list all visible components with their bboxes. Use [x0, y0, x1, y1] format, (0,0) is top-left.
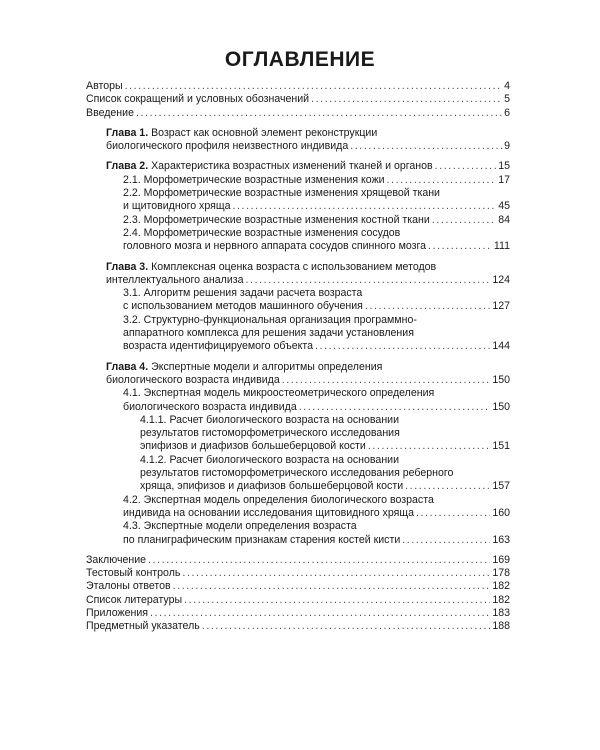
- leader-dots: [350, 140, 502, 153]
- toc-entry-text: 3.1. Алгоритм решения задачи расчета возраста: [123, 287, 363, 300]
- chapter-label: Глава 3.: [106, 260, 149, 273]
- leader-dots: [435, 160, 497, 173]
- chapter-label: Глава 4.: [106, 360, 149, 373]
- toc-entry-section-2-3[interactable]: [86, 214, 510, 227]
- toc-entry-text: Список сокращений и условных обозначений: [86, 93, 310, 106]
- toc-page-number: 127: [492, 300, 510, 313]
- toc-entry-text: эпифизов и диафизов большеберцовой кости: [140, 440, 366, 453]
- toc-entry-text: Список литературы: [86, 593, 183, 606]
- toc-entry-text: 4.1.1. Расчет биологического возраста на основании: [140, 413, 400, 426]
- leader-dots: [232, 200, 496, 213]
- leader-dots: [416, 507, 490, 520]
- toc-page-number: 6: [504, 106, 510, 119]
- toc-page-number: 5: [504, 93, 510, 106]
- toc-page-number: 169: [492, 553, 510, 566]
- toc-page-number: 183: [492, 606, 510, 619]
- leader-dots: [148, 554, 490, 567]
- toc-page-number: 111: [493, 240, 510, 253]
- toc-entry-section-4-3[interactable]: [86, 520, 510, 547]
- toc-entry-text: 2.4. Морфометрические возрастные изменения сосудов: [123, 226, 401, 239]
- leader-dots: [150, 607, 490, 620]
- toc-entry-abbreviations[interactable]: [86, 93, 510, 106]
- toc-entry-answer-keys[interactable]: [86, 580, 510, 593]
- toc-entry-introduction[interactable]: [86, 107, 510, 120]
- toc-entry-text: Заключение: [86, 553, 147, 566]
- toc-page-number: 151: [492, 440, 510, 453]
- toc-entry-text: 2.2. Морфометрические возрастные изменения хрящевой ткани: [123, 187, 440, 200]
- toc-page-number: 150: [492, 400, 510, 413]
- table-of-contents: [86, 80, 510, 634]
- leader-dots: [202, 620, 491, 633]
- leader-dots: [432, 214, 496, 227]
- toc-page-number: 15: [498, 160, 510, 173]
- leader-dots: [184, 594, 490, 607]
- toc-page-number: 178: [492, 567, 510, 580]
- toc-page-number: 124: [492, 273, 510, 286]
- toc-entry-text: результатов гистоморфометрического исследования: [140, 427, 400, 440]
- toc-entry-conclusion[interactable]: [86, 554, 510, 567]
- toc-entry-text: биологического возраста индивида: [123, 400, 297, 413]
- toc-entry-text: Комплексная оценка возраста с использованием методов: [148, 260, 437, 273]
- leader-dots: [368, 440, 490, 453]
- toc-entry-section-4-1-1[interactable]: [86, 414, 510, 454]
- toc-entry-test-control[interactable]: [86, 567, 510, 580]
- toc-entry-text: головного мозга и нервного аппарата сосудов спинного мозга: [123, 240, 427, 253]
- toc-entry-text: Предметный указатель: [86, 620, 200, 633]
- toc-entry-section-4-2[interactable]: [86, 494, 510, 521]
- toc-page-number: 182: [492, 593, 510, 606]
- toc-entry-text: 4.2. Экспертная модель определения биологического возраста: [123, 493, 434, 506]
- leader-dots: [402, 534, 490, 547]
- toc-entry-text: возраста идентифицируемого объекта: [123, 340, 313, 353]
- toc-entry-text: Экспертные модели и алгоритмы определения: [148, 360, 383, 373]
- toc-entry-text: индивида на основании исследования щитовидного хряща: [123, 506, 414, 519]
- toc-entry-appendices[interactable]: [86, 607, 510, 620]
- leader-dots: [245, 274, 490, 287]
- toc-entry-references[interactable]: [86, 594, 510, 607]
- chapter-label: Глава 1.: [106, 126, 149, 139]
- toc-page-number: 45: [498, 200, 510, 213]
- leader-dots: [387, 174, 497, 187]
- toc-entry-section-2-2[interactable]: [86, 187, 510, 214]
- toc-entry-chapter-4[interactable]: [86, 361, 510, 388]
- toc-entry-subject-index[interactable]: [86, 620, 510, 633]
- toc-entry-section-3-2[interactable]: [86, 314, 510, 354]
- toc-page-number: 160: [492, 506, 510, 519]
- toc-entry-text: с использованием методов машинного обучения: [123, 300, 363, 313]
- toc-entry-section-2-4[interactable]: [86, 227, 510, 254]
- toc-entry-text: 2.3. Морфометрические возрастные изменения костной ткани: [123, 213, 430, 226]
- toc-entry-text: аппаратного комплекса для решения задачи установления: [123, 327, 414, 340]
- toc-entry-text: Приложения: [86, 606, 148, 619]
- toc-entry-chapter-1[interactable]: [86, 127, 510, 154]
- toc-page-number: 144: [492, 340, 510, 353]
- toc-entry-chapter-2[interactable]: [86, 160, 510, 173]
- toc-entry-text: и щитовидного хряща: [123, 200, 231, 213]
- toc-entry-text: Возраст как основной элемент реконструкции: [148, 126, 378, 139]
- leader-dots: [365, 300, 490, 313]
- toc-entry-text: биологического профиля неизвестного индивида: [106, 140, 349, 153]
- toc-page-number: 157: [492, 480, 510, 493]
- toc-entry-text: 4.1. Экспертная модель микроостеометрического определения: [123, 387, 435, 400]
- leader-dots: [173, 580, 491, 593]
- leader-dots: [405, 480, 490, 493]
- toc-entry-text: 4.3. Экспертные модели определения возраста: [123, 520, 357, 533]
- page-title: ОГЛАВЛЕНИЕ: [224, 48, 376, 71]
- leader-dots: [282, 374, 491, 387]
- toc-entry-text: 2.1. Морфометрические возрастные изменения кожи: [123, 173, 385, 186]
- leader-dots: [299, 401, 491, 414]
- toc-entry-text: Эталоны ответов: [86, 580, 171, 593]
- toc-entry-text: хряща, эпифизов и диафизов большеберцовой кости: [140, 480, 404, 493]
- toc-entry-text: 4.1.2. Расчет биологического возраста на основании: [140, 453, 400, 466]
- toc-page-number: 9: [504, 140, 510, 153]
- toc-page-number: 17: [498, 173, 510, 186]
- toc-page-number: 163: [492, 533, 510, 546]
- toc-page-number: 84: [498, 213, 510, 226]
- leader-dots: [136, 107, 502, 120]
- toc-page-number: 182: [492, 580, 510, 593]
- toc-entry-text: результатов гистоморфометрического исследования реберного: [140, 467, 454, 480]
- leader-dots: [125, 80, 503, 93]
- toc-entry-section-4-1-2[interactable]: [86, 454, 510, 494]
- toc-entry-text: Авторы: [86, 80, 123, 92]
- toc-entry-authors[interactable]: [86, 80, 510, 93]
- toc-entry-text: интеллектуального анализа: [106, 273, 244, 286]
- toc-entry-text: Введение: [86, 106, 134, 119]
- toc-entry-text: по планиграфическим признакам старения костей кисти: [123, 533, 401, 546]
- chapter-label: Глава 2.: [106, 160, 149, 173]
- toc-page-number: 188: [492, 620, 510, 633]
- leader-dots: [315, 340, 490, 353]
- leader-dots: [428, 240, 492, 253]
- toc-entry-section-4-1[interactable]: [86, 387, 510, 414]
- toc-entry-text: биологического возраста индивида: [106, 373, 280, 386]
- toc-entry-section-3-1[interactable]: [86, 287, 510, 314]
- toc-entry-section-2-1[interactable]: [86, 174, 510, 187]
- leader-dots: [182, 567, 490, 580]
- toc-entry-text: Характеристика возрастных изменений тканей и органов: [148, 160, 433, 173]
- toc-page-number: 4: [504, 80, 510, 92]
- toc-page-number: 150: [492, 373, 510, 386]
- toc-entry-text: 3.2. Структурно-функциональная организация программно-: [123, 313, 417, 326]
- toc-entry-text: Тестовый контроль: [86, 567, 181, 580]
- toc-entry-chapter-3[interactable]: [86, 261, 510, 288]
- leader-dots: [311, 93, 502, 106]
